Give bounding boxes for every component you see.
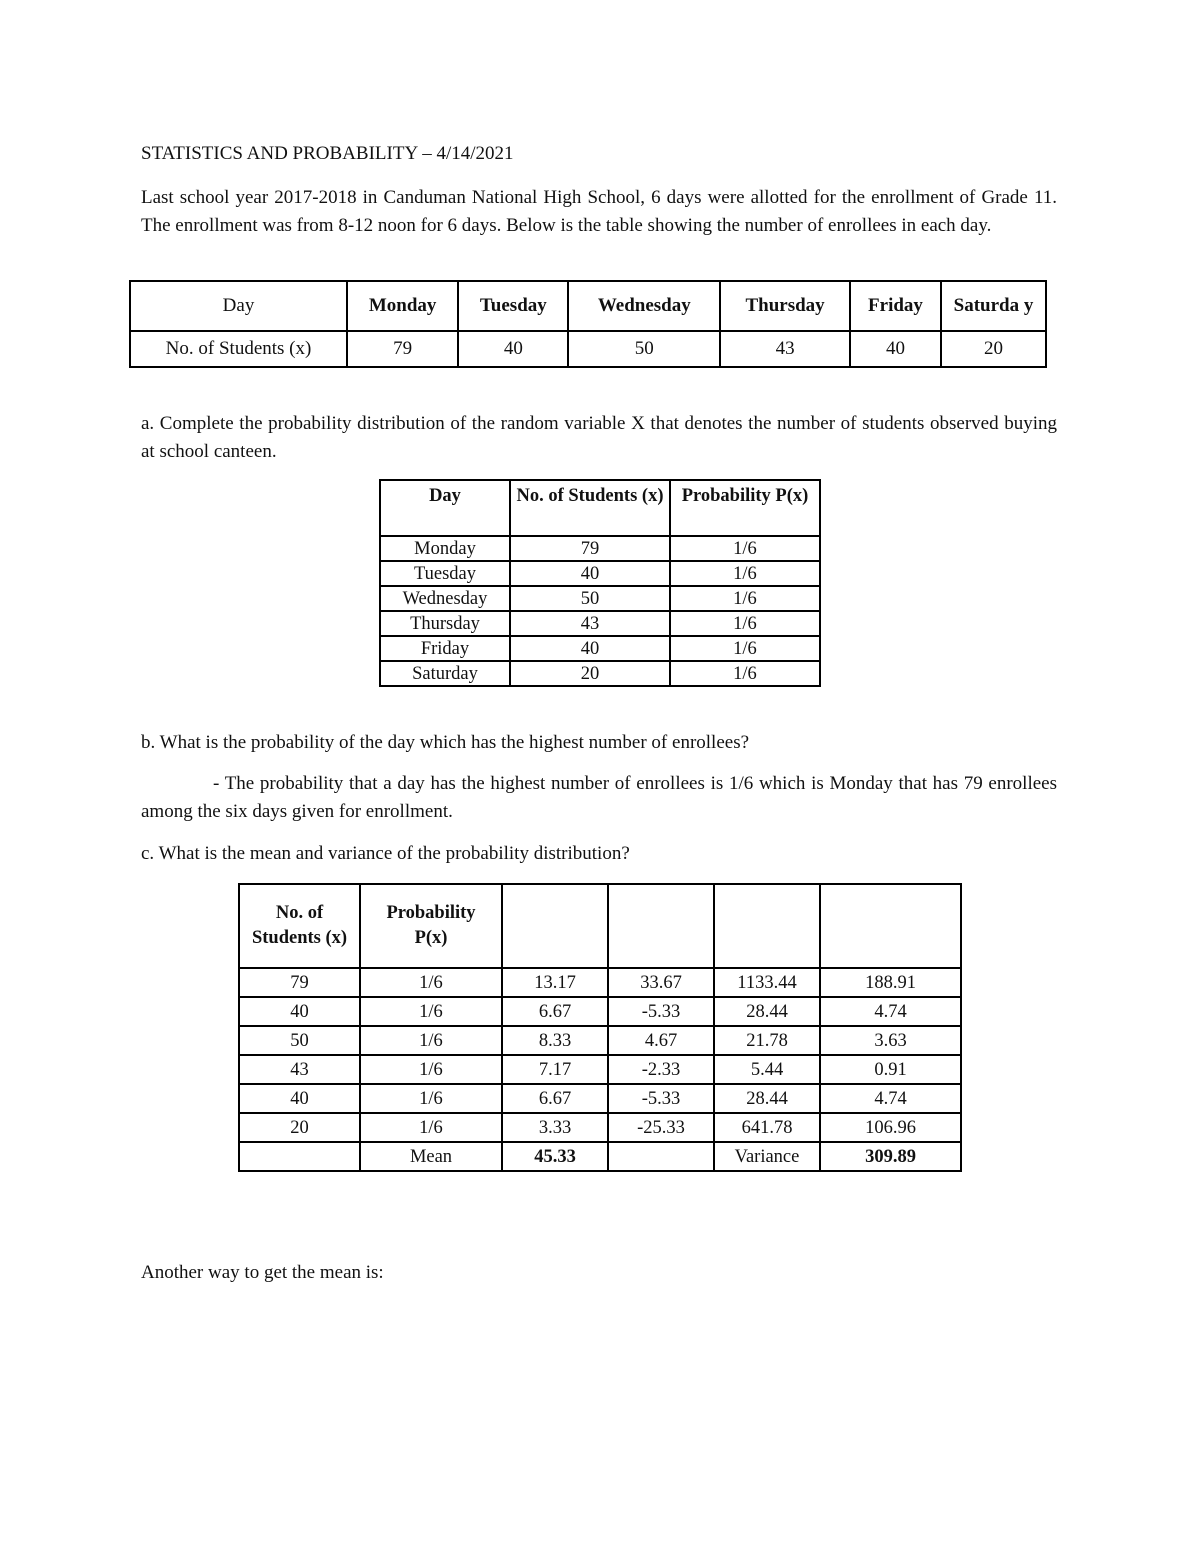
cell: 6.67 <box>502 1084 608 1113</box>
cell: 4.74 <box>820 997 961 1026</box>
table-row <box>239 1084 961 1113</box>
cell: 40 <box>239 997 360 1026</box>
cell: 1/6 <box>670 611 820 636</box>
day-header: Day <box>130 281 347 331</box>
count-cell: 40 <box>850 331 941 367</box>
cell: Thursday <box>380 611 510 636</box>
intro-paragraph: Last school year 2017-2018 in Canduman National High School, 6 days were allotted for the enrollment of Grade 11. The enrollment was from 8-12 noon for 6 days. Below is the table showing the number of enrollees in each day. <box>141 187 1057 236</box>
header-cell: No. of Students (x) <box>510 480 670 536</box>
cell: 1/6 <box>360 968 502 997</box>
table-row <box>239 884 961 968</box>
cell: 50 <box>510 586 670 611</box>
cell: 1/6 <box>360 1026 502 1055</box>
cell: 3.63 <box>820 1026 961 1055</box>
header-cell: No. of Students (x) <box>239 884 360 968</box>
cell: 1/6 <box>670 636 820 661</box>
cell: 1133.44 <box>714 968 820 997</box>
question-b: b. What is the probability of the day which has the highest number of enrollees? <box>141 732 750 753</box>
cell: Saturday <box>380 661 510 686</box>
count-cell: 43 <box>720 331 850 367</box>
variance-value: 309.89 <box>820 1142 961 1171</box>
cell: 641.78 <box>714 1113 820 1142</box>
cell: 188.91 <box>820 968 961 997</box>
header-cell <box>608 884 714 968</box>
cell: 21.78 <box>714 1026 820 1055</box>
day-cell: Thursday <box>720 281 850 331</box>
cell: 0.91 <box>820 1055 961 1084</box>
table-row <box>380 661 820 686</box>
cell <box>608 1142 714 1171</box>
cell: 1/6 <box>670 586 820 611</box>
closing-text: Another way to get the mean is: <box>141 1262 384 1283</box>
cell: 40 <box>510 636 670 661</box>
count-cell: 20 <box>941 331 1046 367</box>
mean-label: Mean <box>360 1142 502 1171</box>
cell: 1/6 <box>670 536 820 561</box>
cell: 3.33 <box>502 1113 608 1142</box>
count-cell: 50 <box>568 331 720 367</box>
header-cell <box>820 884 961 968</box>
table-row <box>239 1055 961 1084</box>
table-row <box>380 536 820 561</box>
cell: 40 <box>510 561 670 586</box>
day-cell: Tuesday <box>458 281 568 331</box>
cell: 28.44 <box>714 997 820 1026</box>
cell: -5.33 <box>608 997 714 1026</box>
cell <box>239 1142 360 1171</box>
enrollment-table <box>129 280 1047 368</box>
cell: 79 <box>239 968 360 997</box>
variance-label: Variance <box>714 1142 820 1171</box>
cell: 1/6 <box>360 1055 502 1084</box>
day-cell: Friday <box>850 281 941 331</box>
cell: -5.33 <box>608 1084 714 1113</box>
count-cell: 40 <box>458 331 568 367</box>
cell: Friday <box>380 636 510 661</box>
header-cell <box>714 884 820 968</box>
cell: 50 <box>239 1026 360 1055</box>
question-c: c. What is the mean and variance of the probability distribution? <box>141 843 630 864</box>
cell: 20 <box>510 661 670 686</box>
cell: 1/6 <box>360 1084 502 1113</box>
cell: Tuesday <box>380 561 510 586</box>
cell: 13.17 <box>502 968 608 997</box>
cell: 4.67 <box>608 1026 714 1055</box>
table-row <box>239 1113 961 1142</box>
cell: Monday <box>380 536 510 561</box>
cell: 5.44 <box>714 1055 820 1084</box>
count-label: No. of Students (x) <box>130 331 347 367</box>
header-cell <box>502 884 608 968</box>
count-cell: 79 <box>347 331 458 367</box>
mean-value: 45.33 <box>502 1142 608 1171</box>
table-row <box>380 636 820 661</box>
table-row <box>239 1026 961 1055</box>
cell: Wednesday <box>380 586 510 611</box>
cell: 79 <box>510 536 670 561</box>
cell: -25.33 <box>608 1113 714 1142</box>
header-cell: Probability P(x) <box>360 884 502 968</box>
cell: 8.33 <box>502 1026 608 1055</box>
cell: 33.67 <box>608 968 714 997</box>
table-row <box>239 1142 961 1171</box>
table-row <box>130 331 1046 367</box>
answer-b: - The probability that a day has the highest number of enrollees is 1/6 which is Monday that has 79 enrollees among the six days given for enrollment. <box>141 773 1057 822</box>
mean-variance-table <box>238 883 962 1172</box>
day-cell: Wednesday <box>568 281 720 331</box>
cell: 106.96 <box>820 1113 961 1142</box>
cell: 43 <box>510 611 670 636</box>
table-row <box>380 561 820 586</box>
cell: 40 <box>239 1084 360 1113</box>
header-cell: Day <box>380 480 510 536</box>
cell: 1/6 <box>670 661 820 686</box>
cell: 6.67 <box>502 997 608 1026</box>
day-cell: Saturda y <box>941 281 1046 331</box>
day-cell: Monday <box>347 281 458 331</box>
page-title: STATISTICS AND PROBABILITY – 4/14/2021 <box>141 143 514 164</box>
header-cell: Probability P(x) <box>670 480 820 536</box>
cell: 20 <box>239 1113 360 1142</box>
table-row <box>130 281 1046 331</box>
cell: 1/6 <box>360 1113 502 1142</box>
table-row <box>380 611 820 636</box>
cell: 28.44 <box>714 1084 820 1113</box>
table-row <box>239 968 961 997</box>
cell: 1/6 <box>670 561 820 586</box>
table-row <box>380 480 820 536</box>
probability-distribution-table <box>379 479 821 687</box>
cell: 7.17 <box>502 1055 608 1084</box>
question-a: a. Complete the probability distribution of the random variable X that denotes the number of students observed buying at school canteen. <box>141 413 1057 462</box>
cell: 4.74 <box>820 1084 961 1113</box>
table-row <box>239 997 961 1026</box>
cell: -2.33 <box>608 1055 714 1084</box>
cell: 43 <box>239 1055 360 1084</box>
cell: 1/6 <box>360 997 502 1026</box>
table-row <box>380 586 820 611</box>
